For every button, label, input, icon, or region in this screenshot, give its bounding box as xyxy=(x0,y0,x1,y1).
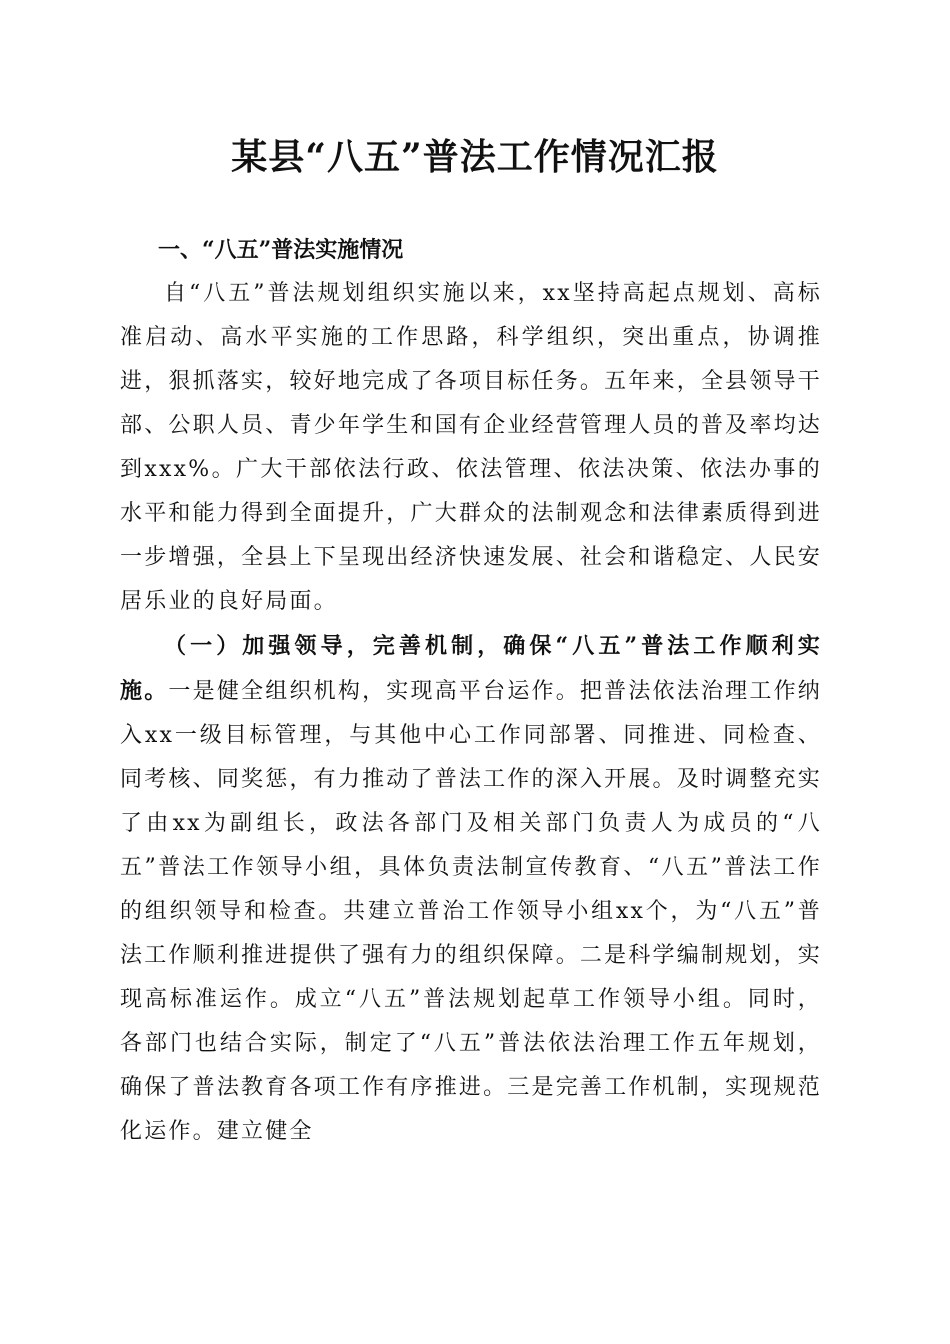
subsection-paragraph xyxy=(120,624,822,1154)
document-body xyxy=(120,228,822,1154)
section-heading: 一、“八五”普法实施情况 xyxy=(158,237,404,263)
subsection-lead: （一）加强领导，完善机制，确保“八五”普法工作顺利实施。 xyxy=(120,633,822,704)
intro-paragraph: 自“八五”普法规划组织实施以来，xx坚持高起点规划、高标准启动、高水平实施的工作思路，科学组织，突出重点，协调推进，狠抓落实，较好地完成了各项目标任务。五年来，全县领导干部、公职人员、青少年学生和国有企业经营管理人员的普及率均达到xxx%。广大干部依法行政、依法管理、依法决策、依法办事的水平和能力得到全面提升，广大群众的法制观念和法律素质得到进一步增强，全县上下呈现出经济快速发展、社会和谐稳定、人民安居乐业的良好局面。 xyxy=(120,281,822,614)
subsection-body: 一是健全组织机构，实现高平台运作。把普法依法治理工作纳入xx一级目标管理，与其他中心工作同部署、同推进、同检查、同考核、同奖惩，有力推动了普法工作的深入开展。及时调整充实了由xx为副组长，政法各部门及相关部门负责人为成员的“八五”普法工作领导小组，具体负责法制宣传教育、“八五”普法工作的组织领导和检查。共建立普治工作领导小组xx个，为“八五”普法工作顺利推进提供了强有力的组织保障。二是科学编制规划，实现高标准运作。成立“八五”普法规划起草工作领导小组。同时，各部门也结合实际，制定了“八五”普法依法治理工作五年规划，确保了普法教育各项工作有序推进。三是完善工作机制，实现规范化运作。建立健全 xyxy=(120,679,822,1144)
document-title: 某县“八五”普法工作情况汇报 xyxy=(231,136,719,178)
